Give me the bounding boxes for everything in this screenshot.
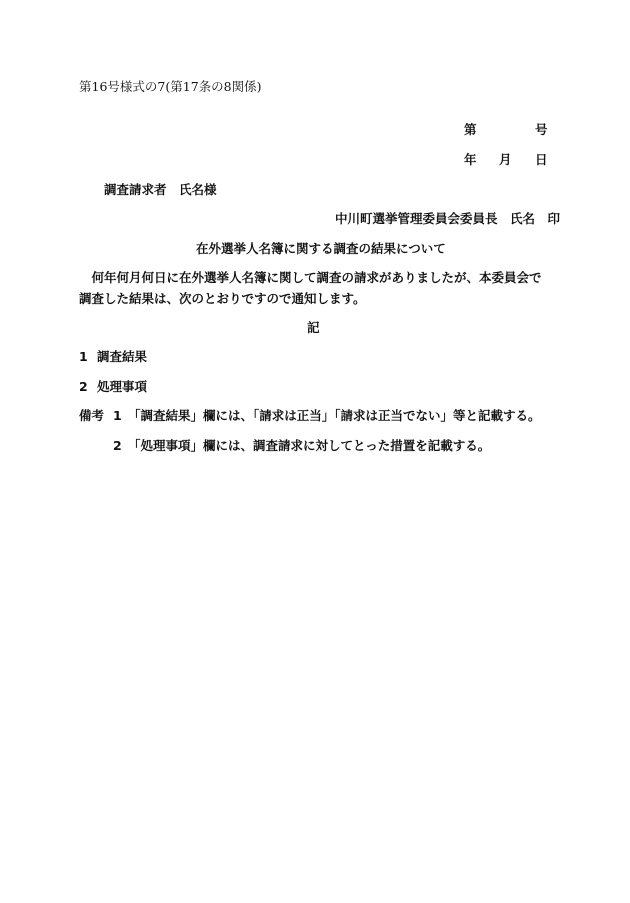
remark-number: 2 xyxy=(113,438,122,453)
body-text: 何年何月何日に在外選挙人名簿に関して調査の請求がありましたが、本委員会で調査した結果は、次のとおりですので通知します。 xyxy=(79,270,542,306)
addressee: 調査請求者 氏名様 xyxy=(104,182,217,197)
date-day: 日 xyxy=(535,152,548,167)
issuer: 中川町選挙管理委員会委員長 氏名 印 xyxy=(335,211,561,226)
item-label: 処理事項 xyxy=(97,379,148,394)
remarks-heading: 備考 xyxy=(79,408,105,423)
document-title: 在外選挙人名簿に関する調査の結果について xyxy=(196,241,446,256)
item-number: 1 xyxy=(79,349,88,364)
document-number-suffix: 号 xyxy=(535,122,548,137)
date-month: 月 xyxy=(499,152,512,167)
remark-text: 「処理事項」欄には、調査請求に対してとった措置を記載する。 xyxy=(128,438,491,453)
date-year: 年 xyxy=(464,152,477,167)
item-label: 調査結果 xyxy=(97,349,148,364)
remark-text: 「調査結果」欄には、「請求は正当」「請求は正当でない」等と記載する。 xyxy=(128,408,541,423)
form-label: 第16号様式の7(第17条の8関係) xyxy=(79,79,262,94)
ki-label: 記 xyxy=(307,320,320,335)
item-number: 2 xyxy=(79,379,88,394)
document-number-prefix: 第 xyxy=(464,122,477,137)
remark-number: 1 xyxy=(113,408,122,423)
